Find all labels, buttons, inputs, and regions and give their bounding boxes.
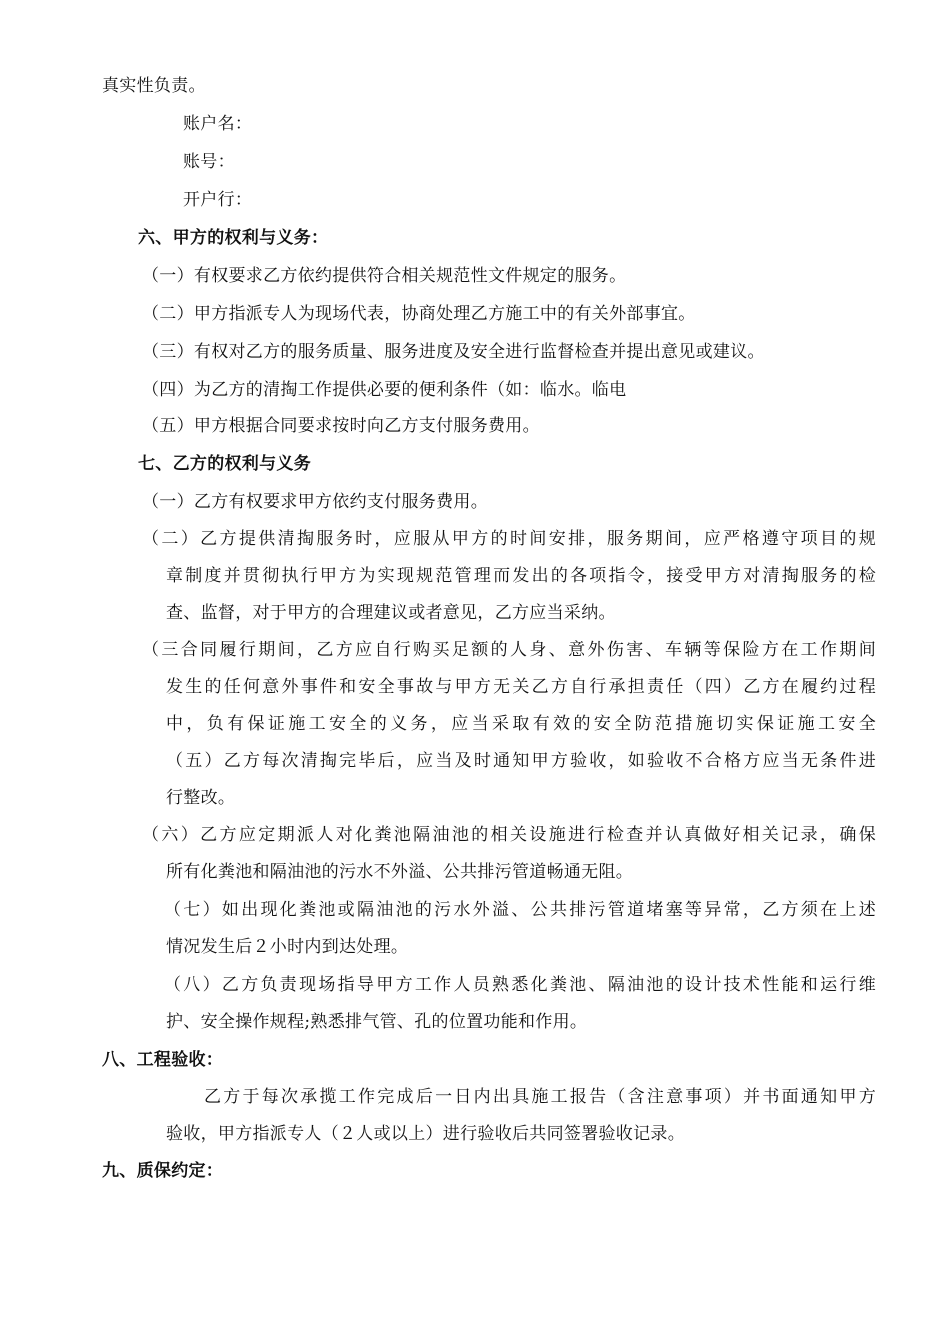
section6-item-5: （五）甲方根据合同要求按时向乙方支付服务费用。 [142,416,540,436]
section9-heading: 九、质保约定： [102,1161,224,1181]
section7-item-8-line1: （八）乙方负责现场指导甲方工作人员熟悉化粪池、隔油池的设计技术性能和运行维 [164,975,876,995]
section6-item-4: （四）为乙方的清掏工作提供必要的便利条件（如：临水。临电 [142,380,627,400]
section6-item-3: （三）有权对乙方的服务质量、服务进度及安全进行监督检查并提出意见或建议。 [142,342,765,362]
section7-item-2-line3: 查、监督，对于甲方的合理建议或者意见，乙方应当采纳。 [166,603,616,623]
section8-heading: 八、工程验收： [102,1050,224,1070]
section7-item-6-line2: 所有化粪池和隔油池的污水不外溢、公共排污管道畅通无阻。 [166,862,634,882]
account-name-label: 账户名： [183,114,253,134]
intro-tail-text: 真实性负责。 [102,76,206,96]
section6-heading: 六、甲方的权利与义务： [138,228,329,248]
section7-item-1: （一）乙方有权要求甲方依约支付服务费用。 [142,492,488,512]
section7-item-2-line2: 章制度并贯彻执行甲方为实现规范管理而发出的各项指令，接受甲方对清掏服务的检 [166,566,876,586]
section7-item-3-line2: 发生的任何意外事件和安全事故与甲方无关乙方自行承担责任（四）乙方在履约过程 [166,677,876,697]
section6-item-1: （一）有权要求乙方依约提供符合相关规范性文件规定的服务。 [142,266,627,286]
section7-item-8-line2: 护、安全操作规程;熟悉排气管、孔的位置功能和作用。 [166,1012,588,1032]
account-number-label: 账号： [183,152,235,172]
section7-item-3-line5: 行整改。 [166,788,236,808]
section7-item-3-line4: （五）乙方每次清掏完毕后，应当及时通知甲方验收，如验收不合格方应当无条件进 [166,751,876,771]
section7-item-6-line1: （六）乙方应定期派人对化粪池隔油池的相关设施进行检查并认真做好相关记录，确保 [142,825,876,845]
account-bank-label: 开户行： [183,190,253,210]
section8-line1: 乙方于每次承揽工作完成后一日内出具施工报告（含注意事项）并书面通知甲方 [204,1087,876,1107]
section7-item-2-line1: （二）乙方提供清掏服务时，应服从甲方的时间安排，服务期间，应严格遵守项目的规 [142,529,876,549]
section6-item-2: （二）甲方指派专人为现场代表，协商处理乙方施工中的有关外部事宜。 [142,304,696,324]
section7-item-7-line2: 情况发生后２小时内到达处理。 [166,937,409,957]
section7-item-3-line1: （三合同履行期间，乙方应自行购买足额的人身、意外伤害、车辆等保险方在工作期间 [142,640,876,660]
section7-item-3-line3: 中，负有保证施工安全的义务，应当采取有效的安全防范措施切实保证施工安全 [166,714,876,734]
section8-line2: 验收，甲方指派专人（２人或以上）进行验收后共同签署验收记录。 [166,1124,685,1144]
section7-heading: 七、乙方的权利与义务 [138,454,311,474]
section7-item-7-line1: （七）如出现化粪池或隔油池的污水外溢、公共排污管道堵塞等异常，乙方须在上述 [164,900,876,920]
